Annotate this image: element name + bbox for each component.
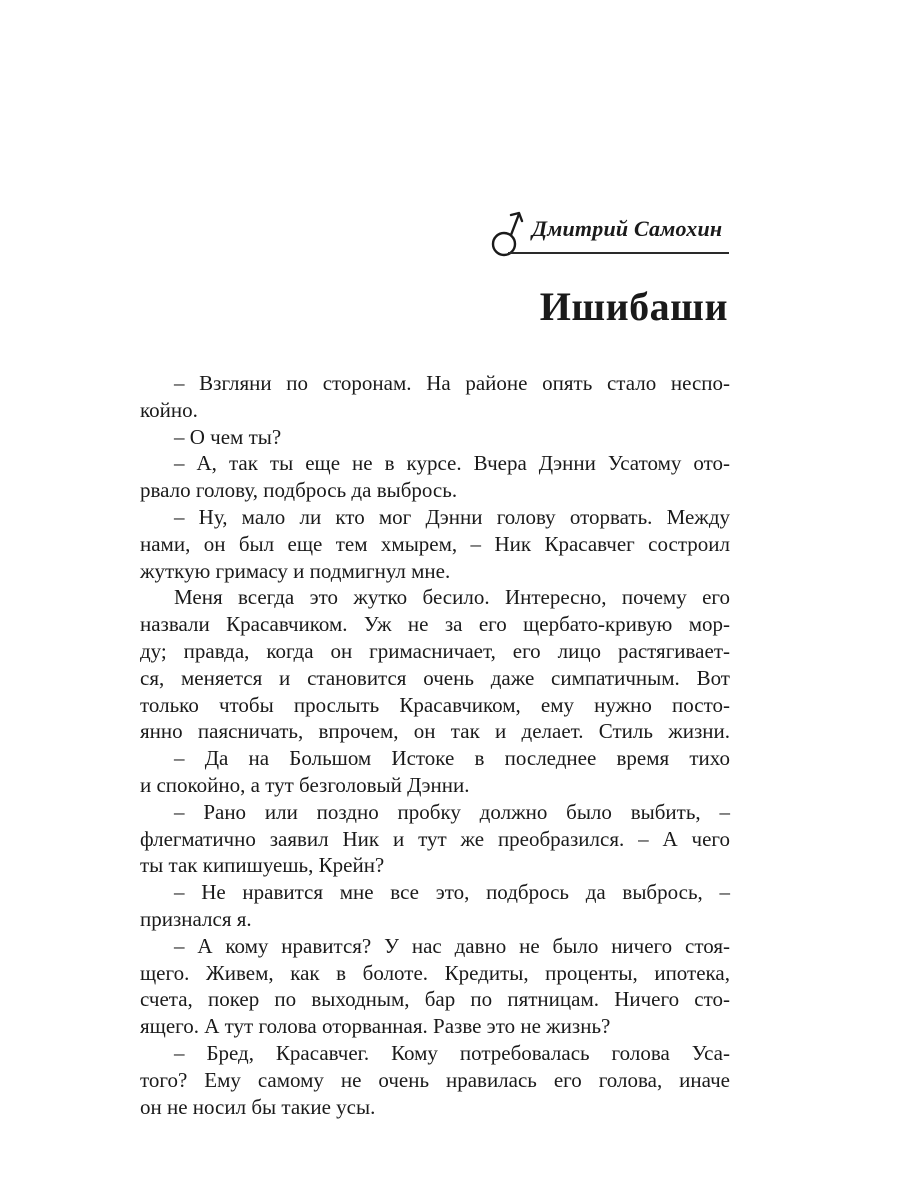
text-line: – Да на Большом Истоке в последнее время тихо — [174, 746, 730, 771]
text-line: койно. — [140, 397, 198, 422]
author-name: Дмитрий Самохин — [532, 216, 723, 241]
text-line: и спокойно, а тут безголовый Дэнни. — [140, 772, 470, 797]
text-line: – Взгляни по сторонам. На районе опять стало неспо- — [174, 371, 730, 395]
text-line: нами, он был еще тем хмырем, – Ник Красавчег состроил — [140, 531, 730, 556]
author-header — [488, 206, 729, 272]
text-line: ду; правда, когда он гримасничает, его лицо растягивает- — [140, 638, 730, 663]
text-line: назвали Красавчиком. Уж не за его щербато-кривую мор- — [140, 612, 730, 637]
text-line: – Ну, мало ли кто мог Дэнни голову оторвать. Между — [174, 504, 730, 529]
text-line: – Рано или поздно пробку должно было выбить, – — [174, 799, 730, 824]
text-line: того? Ему самому не очень нравилась его голова, иначе — [140, 1067, 730, 1092]
chapter-title: Ишибаши — [539, 284, 728, 329]
text-line: рвало голову, подбрось да выбрось. — [140, 478, 458, 503]
text-line: ящего. А тут голова оторванная. Разве это не жизнь? — [140, 1014, 611, 1039]
text-line: – А, так ты еще не в курсе. Вчера Дэнни Усатому ото- — [174, 451, 730, 476]
author-divider — [508, 252, 729, 254]
text-line: жуткую гримасу и подмигнул мне. — [140, 558, 451, 583]
text-line: – А кому нравится? У нас давно не было ничего стоя- — [174, 933, 730, 958]
text-line: янно паясничать, впрочем, он так и делает. Стиль жизни. — [140, 719, 730, 744]
text-line: ты так кипишуешь, Крейн? — [140, 853, 385, 878]
male-symbol-icon — [488, 206, 528, 264]
text-line: ся, меняется и становится очень даже симпатичным. Вот — [140, 665, 730, 690]
text-line: щего. Живем, как в болоте. Кредиты, проценты, ипотека, — [140, 960, 730, 985]
text-line: только чтобы прослыть Красавчиком, ему нужно посто- — [140, 692, 730, 717]
text-line: – Не нравится мне все это, подбрось да выбрось, – — [174, 880, 730, 905]
text-line: Меня всегда это жутко бесило. Интересно, почему его — [174, 585, 730, 610]
body-text — [140, 370, 730, 1120]
text-line: он не носил бы такие усы. — [140, 1094, 376, 1119]
text-line: флегматично заявил Ник и тут же преобразился. – А чего — [140, 826, 730, 851]
text-line: счета, покер по выходным, бар по пятницам. Ничего сто- — [140, 987, 730, 1012]
text-line: – О чем ты? — [174, 424, 282, 449]
text-line: – Бред, Красавчег. Кому потребовалась голова Уса- — [174, 1040, 730, 1065]
text-line: признался я. — [140, 906, 252, 931]
